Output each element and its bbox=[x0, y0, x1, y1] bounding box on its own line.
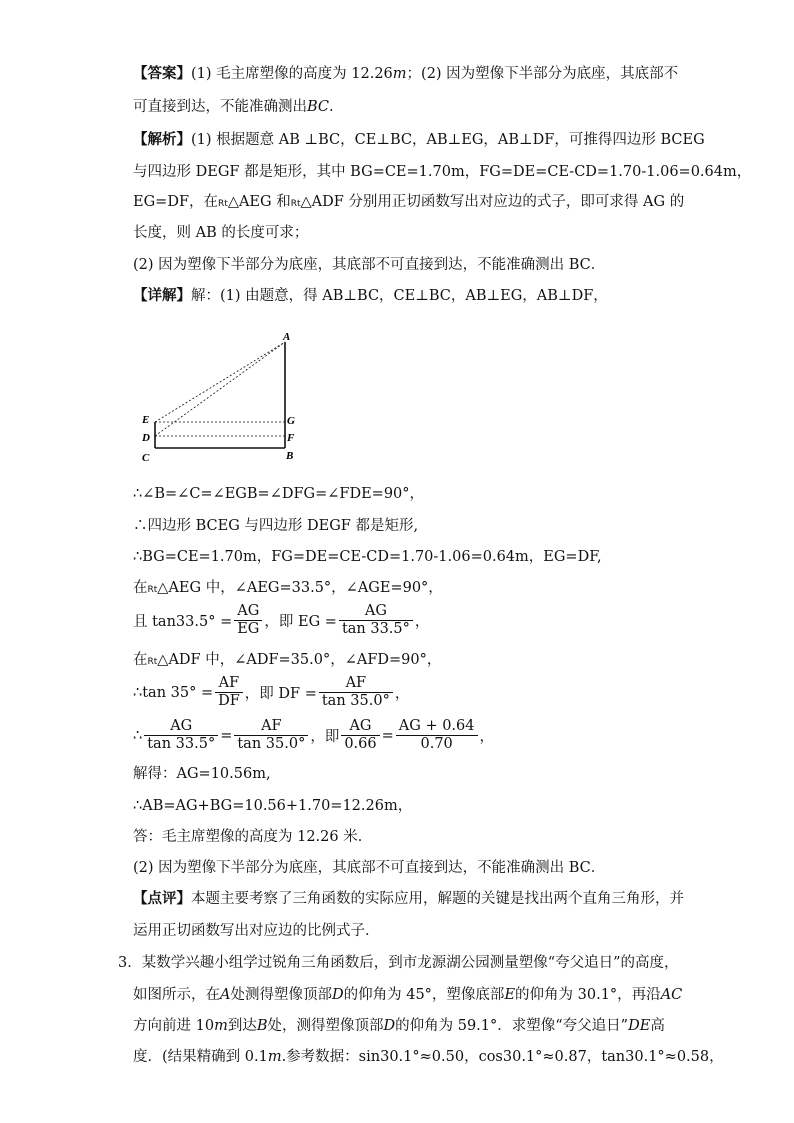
comment-line-2: 运用正切函数写出对应边的比例式子． bbox=[133, 923, 380, 939]
fraction: $\frac{AG}{EG}$ bbox=[234, 603, 262, 638]
step-6: 在Rt△ADF 中，∠ADF=35.0°，∠AFD=90°， bbox=[133, 652, 442, 668]
answer-tag: 【答案】 bbox=[133, 65, 191, 82]
analysis-line-2: 与四边形 DEGF 都是矩形，其中 BG=CE=1.70m，FG=DE=CE-CD=1.70-1.06=0.64m， bbox=[133, 164, 752, 180]
analysis-line-5: (2) 因为塑像下半部分为底座，其底部不可直接到达，不能准确测出 BC． bbox=[133, 257, 606, 273]
fraction: $\frac{AG + 0.64}{0.70}$ bbox=[396, 718, 478, 753]
step-11: 答：毛主席塑像的高度为 12.26 米． bbox=[133, 829, 373, 845]
problem3-line-2: 如图所示，在A处测得塑像顶部D的仰角为 45°，塑像底部E的仰角为 30.1°，再沿AC bbox=[133, 987, 683, 1003]
label-G: G bbox=[287, 415, 295, 427]
comment-line-1: 【点评】本题主要考察了三角函数的实际应用，解题的关键是找出两个直角三角形，并 bbox=[133, 890, 684, 907]
step-8: ∴ $\frac{AG}{\tan 33.5^\circ}$ = $\frac{AF}{\tan 35.0^\circ}$ ，即 $\frac{AG}{0.66}$ = $\frac{AG + 0.64}{0.70}$ ， bbox=[133, 718, 494, 752]
step-2: ∴四边形 BCEG 与四边形 DEGF 都是矩形, bbox=[133, 518, 419, 534]
analysis-line-4: 长度，则 AB 的长度可求； bbox=[133, 225, 309, 241]
analysis-tag: 【解析】 bbox=[133, 131, 191, 148]
fraction: $\frac{AG}{\tan 33.5^\circ}$ bbox=[144, 718, 218, 753]
label-F: F bbox=[287, 432, 295, 444]
step-3: ∴BG=CE=1.70m，FG=DE=CE-CD=1.70-1.06=0.64m，EG=DF, bbox=[133, 549, 602, 565]
step-9: 解得：AG=10.56m, bbox=[133, 766, 271, 782]
segment-EA bbox=[155, 342, 285, 422]
step-5: 且 tan33.5° = $\frac{AG}{EG}$ ，即 EG = $\frac{AG}{\tan 33.5^\circ}$ ， bbox=[133, 603, 430, 637]
detail-tag: 【详解】 bbox=[133, 287, 191, 304]
step-4: 在Rt△AEG 中，∠AEG=33.5°，∠AGE=90°， bbox=[133, 580, 443, 596]
fraction: $\frac{AG}{0.66}$ bbox=[341, 718, 379, 753]
fraction: $\frac{AF}{\tan 35.0^\circ}$ bbox=[319, 675, 393, 710]
problem3-line-4: 度．(结果精确到 0.1m.参考数据：sin30.1°≈0.50，cos30.1°≈0.87，tan30.1°≈0.58， bbox=[133, 1049, 724, 1065]
detail-line-1: 【详解】解：(1) 由题意，得 AB⊥BC，CE⊥BC，AB⊥EG，AB⊥DF， bbox=[133, 287, 608, 304]
analysis-line-3: EG=DF，在Rt△AEG 和Rt△ADF 分别用正切函数写出对应边的式子，即可求得 AG 的 bbox=[133, 194, 685, 210]
answer-line-1: 【答案】(1) 毛主席塑像的高度为 12.26m；(2) 因为塑像下半部分为底座，其底部不 bbox=[133, 65, 679, 82]
answer-line-2: 可直接到达，不能准确测出BC. bbox=[133, 99, 334, 115]
step-12: (2) 因为塑像下半部分为底座，其底部不可直接到达，不能准确测出 BC． bbox=[133, 860, 606, 876]
geometry-diagram bbox=[135, 328, 305, 463]
fraction: $\frac{AF}{DF}$ bbox=[215, 675, 243, 710]
label-C: C bbox=[142, 452, 150, 463]
problem3-line-1: 3．某数学兴趣小组学过锐角三角函数后，到市龙源湖公园测量塑像“夸父追日”的高度， bbox=[118, 955, 679, 971]
fraction: $\frac{AF}{\tan 35.0^\circ}$ bbox=[234, 718, 308, 753]
comment-tag: 【点评】 bbox=[133, 890, 191, 907]
step-10: ∴AB=AG+BG=10.56+1.70=12.26m， bbox=[133, 798, 413, 814]
label-D: D bbox=[142, 432, 150, 444]
step-7: ∴tan 35° = $\frac{AF}{DF}$ ，即 DF = $\frac{AF}{\tan 35.0^\circ}$ ， bbox=[133, 675, 410, 709]
label-A: A bbox=[283, 331, 291, 343]
step-1: ∴∠B=∠C=∠EGB=∠DFG=∠FDE=90°， bbox=[133, 486, 425, 502]
problem3-line-3: 方向前进 10m到达B处，测得塑像顶部D的仰角为 59.1°．求塑像“夸父追日”DE高 bbox=[133, 1018, 665, 1034]
label-E: E bbox=[142, 414, 150, 426]
label-B: B bbox=[286, 450, 294, 462]
analysis-line-1: 【解析】(1) 根据题意 AB ⊥BC，CE⊥BC，AB⊥EG，AB⊥DF，可推得四边形 BCEG bbox=[133, 131, 705, 148]
fraction: $\frac{AG}{\tan 33.5^\circ}$ bbox=[339, 603, 413, 638]
